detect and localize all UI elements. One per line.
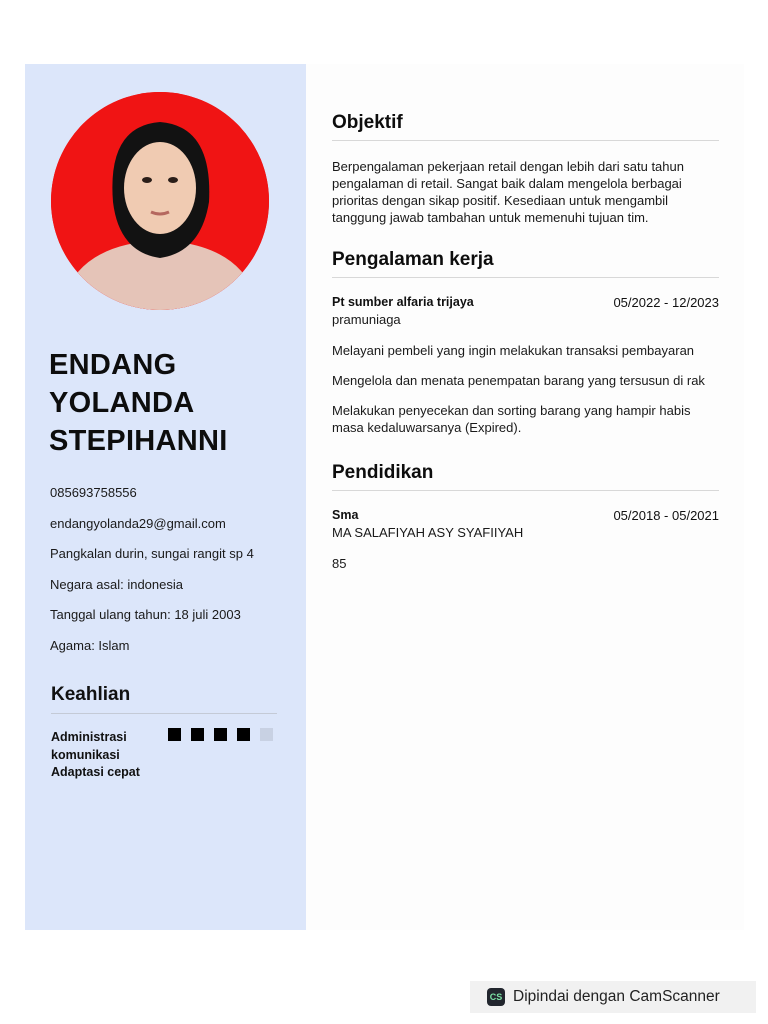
name-line: YOLANDA	[49, 387, 195, 419]
skills-heading: Keahlian	[51, 684, 277, 714]
education-header	[332, 508, 719, 523]
job-duty: Mengelola dan menata penempatan barang yang tersusun di rak	[332, 373, 705, 388]
nationality: Negara asal: indonesia	[50, 576, 183, 592]
email-address: endangyolanda29@gmail.com	[50, 515, 226, 531]
camscanner-icon: CS	[487, 988, 505, 1006]
name-line: STEPIHANNI	[49, 425, 228, 457]
skill-item: komunikasi	[51, 747, 120, 762]
name-line: ENDANG	[49, 349, 177, 381]
full-name	[49, 346, 289, 460]
skills-list	[51, 729, 171, 782]
profile-photo	[51, 92, 269, 310]
experience-heading: Pengalaman kerja	[332, 249, 719, 278]
education-section	[332, 462, 719, 572]
home-address: Pangkalan durin, sungai rangit sp 4	[50, 546, 254, 561]
education-heading: Pendidikan	[332, 462, 719, 491]
birth-date: Tanggal ulang tahun: 18 juli 2003	[50, 607, 241, 622]
phone-number: 085693758556	[50, 485, 137, 500]
job-duty: Melakukan penyecekan dan sorting barang yang hampir habis masa kedaluwarsanya (Expired).	[332, 403, 691, 435]
rating-square-filled	[168, 728, 181, 741]
job-role: pramuniaga	[332, 312, 401, 327]
resume-page	[25, 64, 744, 930]
skill-item: Administrasi	[51, 730, 127, 744]
job-header	[332, 295, 719, 310]
job-dates: 05/2022 - 12/2023	[613, 295, 719, 310]
skill-item: Adaptasi cepat	[51, 765, 140, 779]
skill-rating	[168, 728, 273, 741]
objective-text: Berpengalaman pekerjaan retail dengan lebih dari satu tahun pengalaman di retail. Sangat baik dalam mengelola berbagai prioritas dengan sikap positif. Kesediaan untuk mengambil tanggung jawab tambahan untuk memenuhi tujuan tim.	[332, 159, 684, 225]
objective-section	[332, 112, 719, 226]
watermark-text: Dipindai dengan CamScanner	[513, 988, 720, 1005]
contact-list	[50, 484, 300, 667]
experience-section	[332, 249, 719, 436]
religion: Agama: Islam	[50, 637, 130, 653]
school-name: MA SALAFIYAH ASY SYAFIIYAH	[332, 525, 524, 540]
rating-square-filled	[191, 728, 204, 741]
education-level: Sma	[332, 508, 359, 522]
rating-square-empty	[260, 728, 273, 741]
objective-heading: Objektif	[332, 112, 719, 141]
company-name: Pt sumber alfaria trijaya	[332, 295, 474, 309]
education-score: 85	[332, 556, 347, 571]
job-duty: Melayani pembeli yang ingin melakukan transaksi pembayaran	[332, 343, 695, 358]
sidebar	[25, 64, 306, 930]
rating-square-filled	[214, 728, 227, 741]
scanner-watermark	[470, 981, 756, 1013]
rating-square-filled	[237, 728, 250, 741]
education-dates: 05/2018 - 05/2021	[613, 508, 719, 523]
